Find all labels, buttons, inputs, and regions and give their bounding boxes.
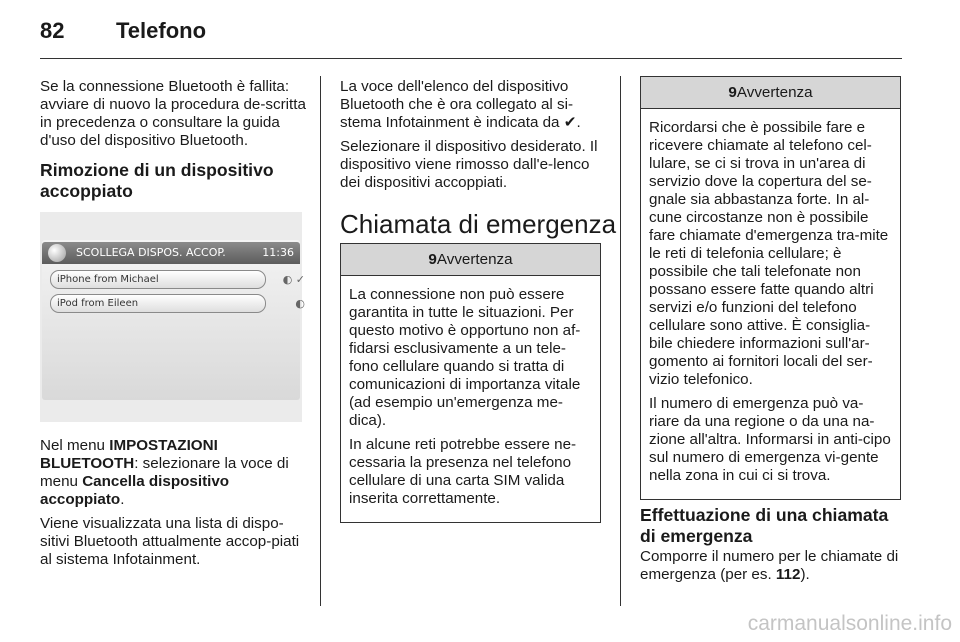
checkmark-icon: ✔ bbox=[563, 114, 577, 131]
warning-body bbox=[641, 109, 900, 499]
screen-list-item-label: iPhone from Michael bbox=[57, 274, 159, 285]
screen-list-item bbox=[50, 294, 305, 313]
text-run: La voce dell'elenco del dispositivo Bluetooth che è ora collegato al si-stema Infotainment è indicata da bbox=[340, 78, 574, 131]
screen-clock: 11:36 bbox=[262, 246, 294, 259]
warning-body bbox=[341, 276, 600, 522]
instruction-paragraph bbox=[40, 437, 306, 509]
screen-list-item-label: iPod from Eileen bbox=[57, 298, 139, 309]
column-divider-2 bbox=[620, 76, 621, 606]
page-title: Telefono bbox=[116, 18, 207, 43]
column-divider-1 bbox=[320, 76, 321, 606]
warning-box-2 bbox=[640, 76, 901, 500]
warning-box-1 bbox=[340, 243, 601, 523]
warning-paragraph: La connessione non può essere garantita in tutte le situazioni. Per questo motivo è opportuno non af-fidarsi esclusivamente a un tele-fono cellulare quando si tratta di comunicazioni di importanza vitale (ad esempio un'emergenza me-dica). bbox=[349, 286, 581, 429]
screen-title-bar bbox=[42, 242, 300, 264]
screen-display bbox=[42, 240, 300, 400]
warning-paragraph: In alcune reti potrebbe essere ne-cessaria la presenza nel telefono cellulare di una carta SIM valida inserita correttamente. bbox=[349, 436, 577, 507]
emergency-number: 112 bbox=[775, 566, 801, 583]
dial-number-paragraph bbox=[640, 548, 902, 584]
warning-icon: 9 bbox=[428, 251, 437, 268]
text-run: : selezionare la voce di menu bbox=[40, 455, 289, 490]
connected-check-icon: ◐ ✓ bbox=[282, 273, 305, 286]
text-run: . bbox=[576, 114, 581, 131]
section-heading-emergency: Chiamata di emergenza bbox=[340, 209, 617, 239]
text-run: Comporre il numero per le chiamate di emergenza (per es. bbox=[640, 548, 899, 583]
section-heading-make-emergency-call: Effettuazione di una chiamata di emergenza bbox=[640, 505, 889, 546]
warning-header bbox=[641, 77, 900, 109]
warning-paragraph: Ricordarsi che è possibile fare e ricevere chiamate al telefono cel-lulare, se ci si trova in un'area di servizio dove la copertura del se-gnale sia abbastanza forte. In al-cune circostanze non è possibile fare chiamate d'emergenza tra-mite le reti di telefonia cellulare; è possibile che tali telefonate non possano essere fatte quando altri servizi e/o funzioni del telefono cellulare sono attive. È consiglia-bile chiedere informazioni sull'ar-gomento ai fornitori locali del ser-vizio telefonico. bbox=[649, 119, 889, 388]
text-run: Nel menu bbox=[40, 437, 110, 454]
column-1 bbox=[40, 78, 306, 208]
screen-list-item bbox=[50, 270, 305, 289]
intro-paragraph: Se la connessione Bluetooth è fallita: avviare di nuovo la procedura de-scritta in precedenza o consultare la guida d'uso del dispositivo Bluetooth. bbox=[40, 78, 306, 149]
page-number: 82 bbox=[40, 18, 65, 43]
menu-item-name: Cancella dispositivo accoppiato bbox=[40, 473, 230, 508]
screen-title: SCOLLEGA DISPOS. ACCOP. bbox=[76, 246, 226, 259]
column-2 bbox=[340, 78, 605, 198]
column-3-lower bbox=[640, 505, 902, 590]
column-1-lower bbox=[40, 437, 306, 575]
menu-name: IMPOSTAZIONI BLUETOOTH bbox=[40, 437, 218, 472]
warning-title: Avvertenza bbox=[436, 251, 513, 268]
warning-paragraph: Il numero di emergenza può va-riare da una regione o da una na-zione all'altra. Informarsi in anti-cipo sul numero di emergenza vi-gente nella zona in cui ci si trova. bbox=[649, 395, 891, 484]
section-heading-remove-device: Rimozione di un dispositivo accoppiato bbox=[40, 160, 274, 201]
device-icon: ◐ bbox=[295, 297, 305, 310]
list-description-paragraph: Viene visualizzata una lista di dispo-sitivi Bluetooth attualmente accop-piati al sistema Infotainment. bbox=[40, 515, 300, 568]
warning-title: Avvertenza bbox=[736, 84, 813, 101]
warning-header bbox=[341, 244, 600, 276]
text-run: . bbox=[120, 491, 125, 508]
device-screenshot bbox=[40, 212, 305, 422]
watermark: carmanualsonline.info bbox=[747, 612, 952, 635]
header-divider bbox=[40, 58, 902, 59]
knob-icon bbox=[48, 244, 66, 262]
text-run: ). bbox=[800, 566, 810, 583]
warning-icon: 9 bbox=[728, 84, 737, 101]
connected-device-paragraph bbox=[340, 78, 605, 132]
select-device-paragraph: Selezionare il dispositivo desiderato. Il dispositivo viene rimosso dall'e-lenco dei dispositivi accoppiati. bbox=[340, 138, 598, 191]
